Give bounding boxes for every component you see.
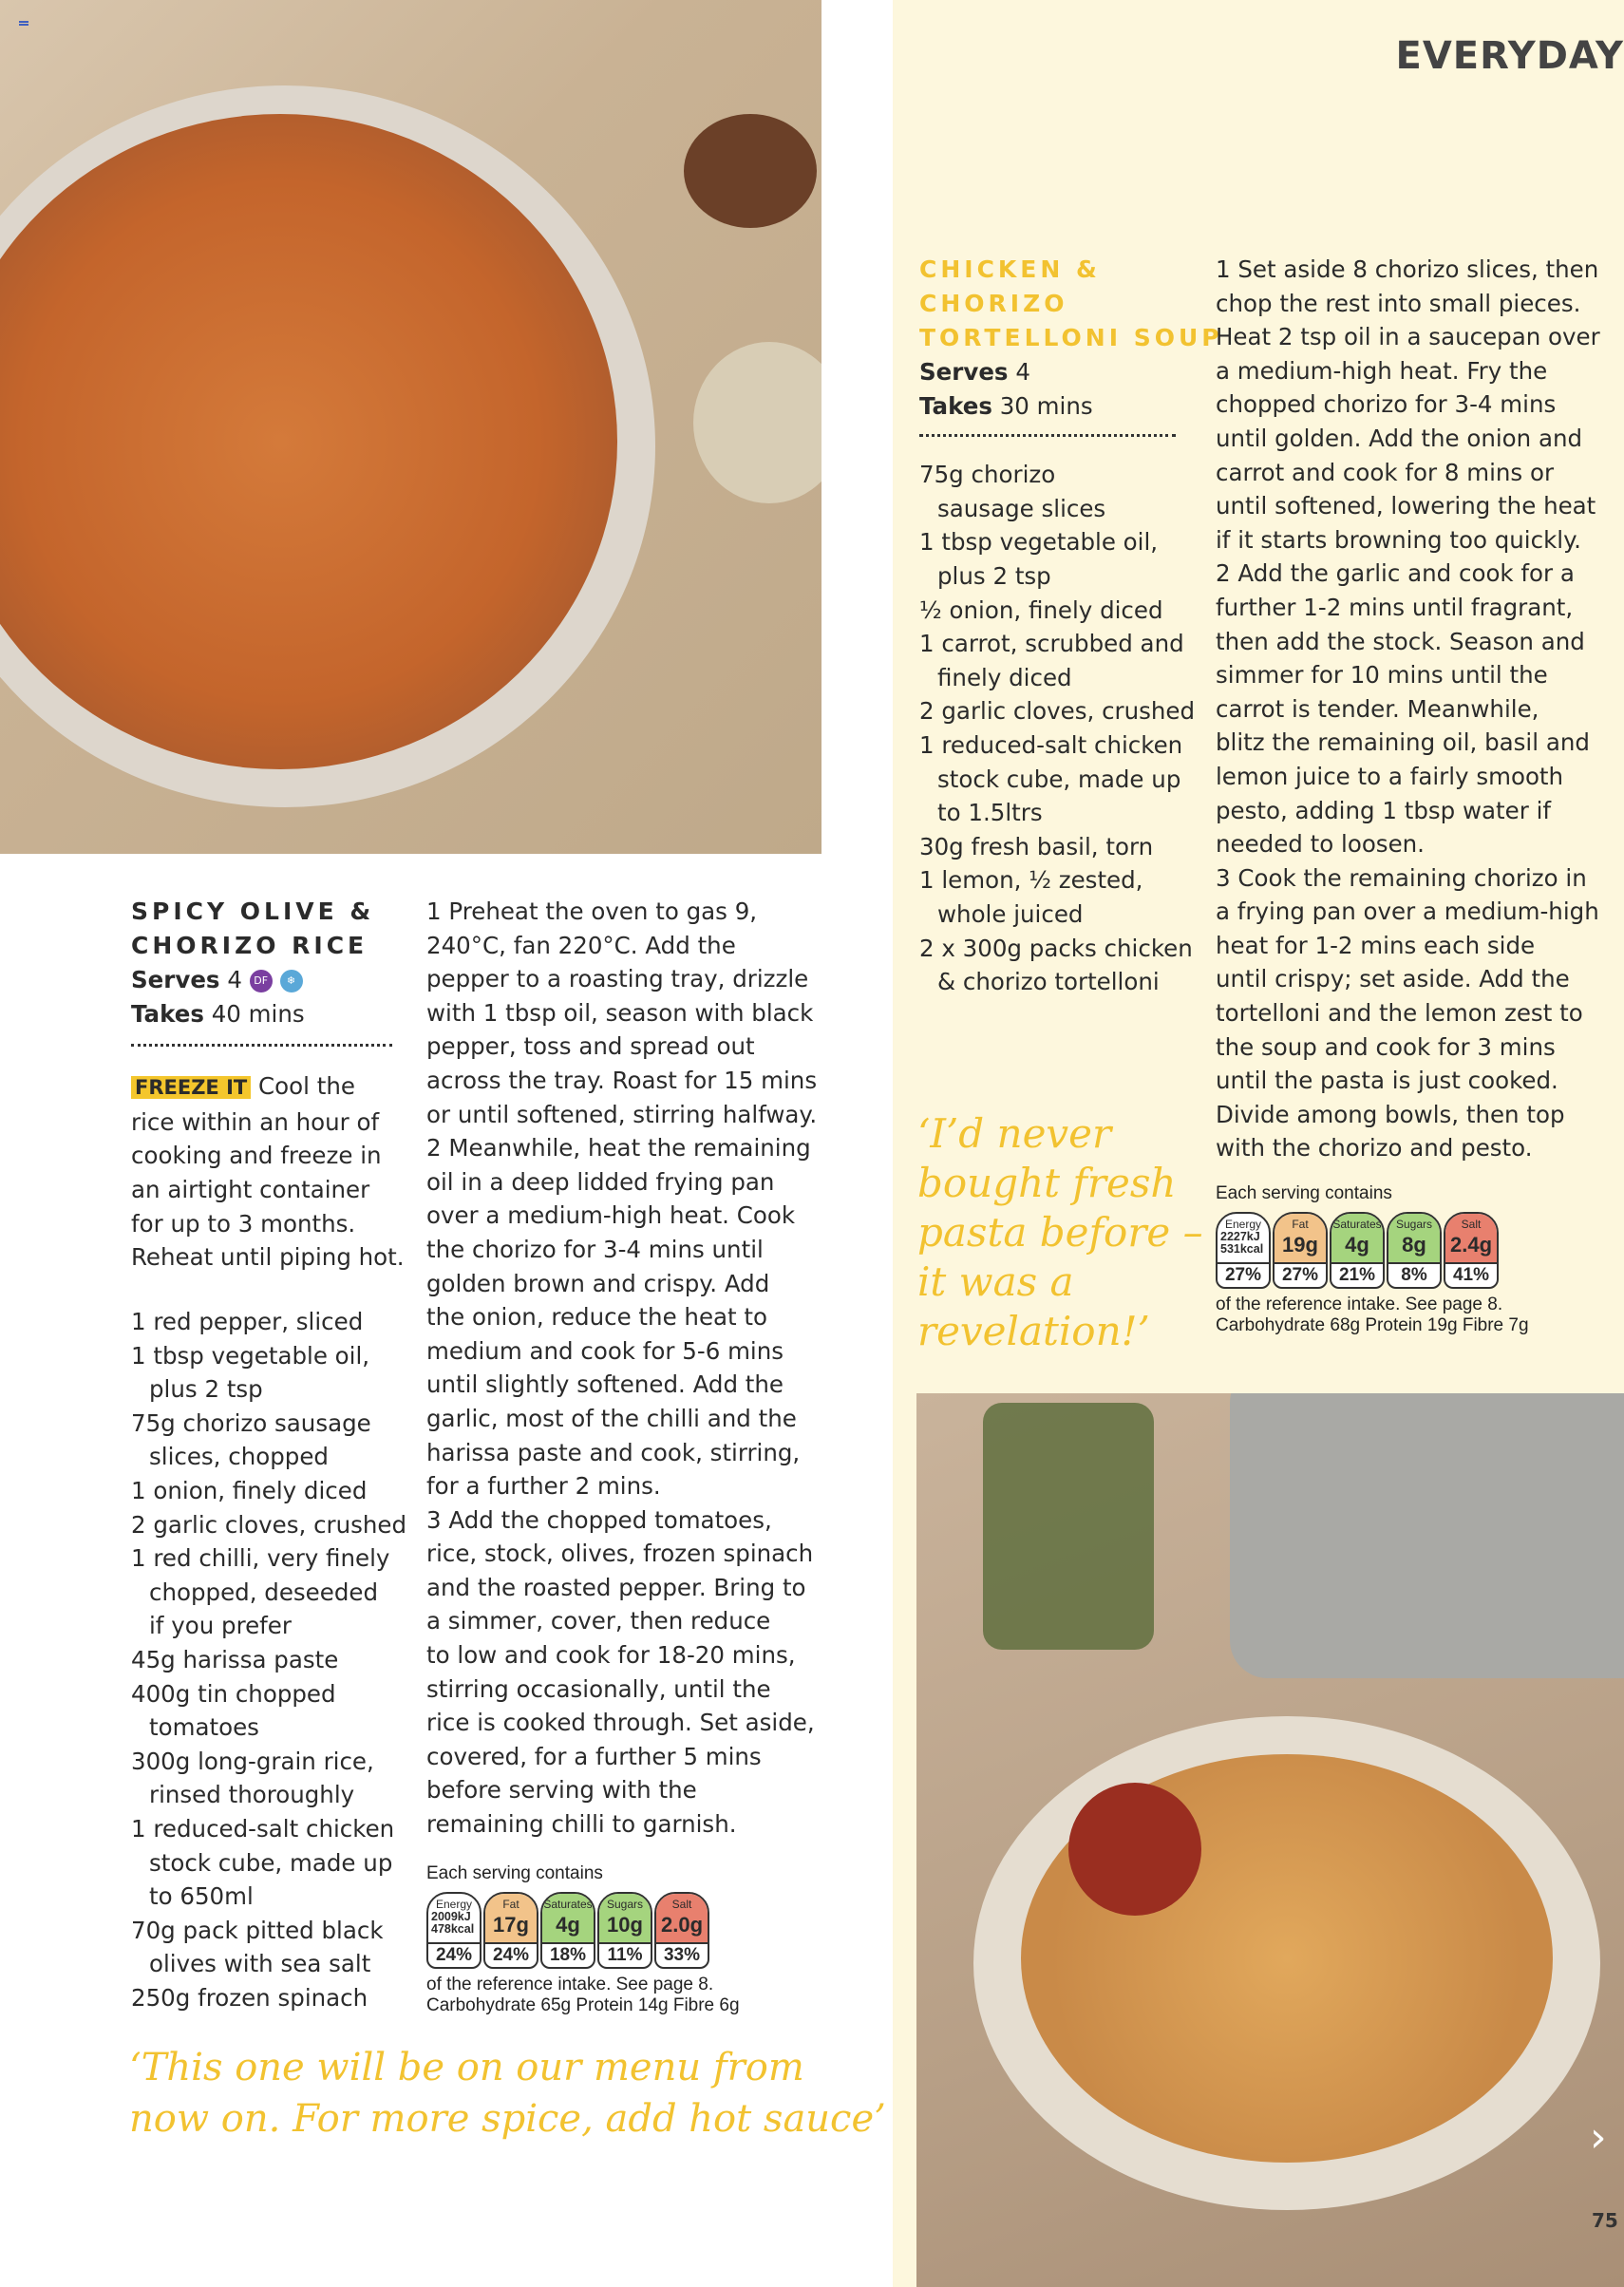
text-line: Reheat until piping hot. [131, 1243, 405, 1272]
recipe2-ingredients [919, 458, 1196, 999]
text-line: garlic, most of the chilli and the [426, 1404, 797, 1432]
text-line: revelation!’ [917, 1308, 1150, 1354]
next-page-arrow-icon[interactable]: › [1590, 2113, 1607, 2162]
ingredient-line: 1 carrot, scrubbed and [919, 630, 1184, 658]
nutrient-label: Sugars [606, 1898, 644, 1911]
ingredient-line: slices, chopped [149, 1443, 329, 1471]
text-line: Divide among bowls, then top [1216, 1100, 1565, 1128]
nutrient-label: Salt [671, 1898, 692, 1911]
text-line: stirring occasionally, until the [426, 1674, 771, 1703]
takes-label: Takes [919, 391, 992, 420]
energy-kj: 2009kJ [431, 1910, 471, 1923]
text-line: for up to 3 months. [131, 1209, 356, 1238]
ingredient-line: tomatoes [149, 1713, 259, 1742]
text-line: a medium-high heat. Fry the [1216, 356, 1548, 385]
text-line: 240°C, fan 220°C. Add the [426, 931, 736, 959]
freeze-tip-text [131, 1106, 405, 1275]
ingredient-line: rinsed thoroughly [149, 1781, 355, 1809]
text-line: pepper, toss and spread out [426, 1032, 755, 1061]
text-line: ‘This one will be on our menu from [129, 2046, 804, 2089]
text-line: TORTELLONI SOUP [919, 324, 1223, 351]
nutrient-value: 10g [607, 1913, 643, 1937]
ingredient-item [131, 1305, 406, 1339]
nutrition-footer: of the reference intake. See page 8. [1216, 1295, 1503, 1314]
text-line: cooking and freeze in [131, 1142, 382, 1170]
ingredient-line: sausage slices [937, 494, 1106, 522]
ingredient-item [919, 728, 1183, 830]
recipe1-method [426, 895, 817, 1842]
nutrition-label [1216, 1212, 1529, 1289]
ingredient-item [919, 594, 1176, 628]
text-line: 2 Add the garlic and cook for a [1216, 559, 1575, 588]
nutrient-percent: 24% [492, 1945, 530, 1965]
nutrition-energy [426, 1892, 482, 1969]
freeze-tip [131, 1069, 392, 1106]
ingredient-line: 1 reduced-salt chicken [919, 730, 1183, 759]
text-line: needed to loosen. [1216, 830, 1425, 859]
ingredient-item [131, 1474, 406, 1508]
takes-value: 30 mins [999, 391, 1093, 420]
text-line: the chorizo for 3-4 mins until [426, 1235, 764, 1263]
text-line: oil in a deep lidded frying pan [426, 1167, 775, 1196]
recipe1-takes [131, 997, 392, 1031]
ingredient-line: 1 reduced-salt chicken [131, 1814, 395, 1843]
serves-value: 4 [227, 966, 242, 993]
text-line: rice, stock, olives, frozen spinach [426, 1540, 814, 1568]
ingredient-line: if you prefer [149, 1612, 292, 1640]
nutrient-percent: 41% [1452, 1265, 1490, 1285]
text-line: SPICY OLIVE & [131, 898, 375, 925]
nutrient-label: Salt [1461, 1218, 1482, 1231]
ingredient-line: stock cube, made up [149, 1848, 393, 1877]
ingredient-item [131, 1745, 406, 1812]
text-line: now on. For more spice, add hot sauce’ [129, 2097, 886, 2141]
ingredient-item [131, 1914, 406, 1981]
nutrition-sugars [1387, 1212, 1442, 1289]
nutrient-value: 2.4g [1449, 1233, 1493, 1257]
nutrient-value: 17g [493, 1913, 529, 1937]
serves-label: Serves [131, 966, 220, 993]
text-line: until golden. Add the onion and [1216, 424, 1583, 452]
text-line: Heat 2 tsp oil in a saucepan over [1216, 323, 1600, 351]
freezable-icon: ❄ [280, 970, 303, 992]
text-line: if it starts browning too quickly. [1216, 525, 1581, 554]
text-line: simmer for 10 mins until the [1216, 661, 1548, 690]
text-line: until crispy; set aside. Add the [1216, 965, 1570, 993]
ingredient-item [131, 1677, 406, 1745]
nutrient-label: Sugars [1395, 1218, 1433, 1231]
nutrition-macros: Carbohydrate 65g Protein 14g Fibre 6g [426, 1995, 740, 2015]
text-line: it was a [917, 1258, 1074, 1305]
text-line: 2 Meanwhile, heat the remaining [426, 1134, 811, 1162]
ingredient-item [919, 694, 1196, 728]
ingredient-item [131, 1981, 406, 2015]
nutrition-fat [1273, 1212, 1328, 1289]
text-line: pasta before – [917, 1209, 1203, 1256]
rice-pan-photo [0, 0, 821, 854]
ingredient-line: olives with sea salt [149, 1950, 371, 1978]
ingredient-line: 1 tbsp vegetable oil, [131, 1341, 370, 1370]
ingredient-line: 75g chorizo [919, 461, 1056, 489]
nutrient-percent: 8% [1401, 1265, 1427, 1285]
text-line: until the pasta is just cooked. [1216, 1067, 1558, 1095]
nutrition-fat [483, 1892, 538, 1969]
nutrient-label: Energy [435, 1898, 473, 1911]
text-line: pesto, adding 1 tbsp water if [1216, 796, 1552, 824]
nutrition-saturates [1330, 1212, 1385, 1289]
ingredient-line: 250g frozen spinach [131, 1983, 368, 2012]
text-line: rice within an hour of [131, 1107, 380, 1136]
ingredient-line: 1 onion, finely diced [131, 1476, 368, 1504]
energy-kj: 2227kJ [1220, 1230, 1260, 1243]
text-line: CHORIZO [919, 290, 1068, 317]
ingredient-line: stock cube, made up [937, 765, 1181, 793]
text-line: to low and cook for 18-20 mins, [426, 1641, 796, 1670]
nutrient-label: Fat [1292, 1218, 1309, 1231]
nutrition-caption: Each serving contains [426, 1863, 603, 1883]
ingredient-line: chopped, deseeded [149, 1578, 379, 1606]
ingredient-line: 1 tbsp vegetable oil, [919, 528, 1159, 557]
nutrition-caption: Each serving contains [1216, 1183, 1392, 1203]
text-line: 3 Add the chopped tomatoes, [426, 1505, 772, 1534]
text-line: a simmer, cover, then reduce [426, 1607, 771, 1635]
page-number: 75 [1592, 2209, 1618, 2232]
ingredient-item [131, 1812, 406, 1914]
nutrient-value: 4g [1345, 1233, 1369, 1257]
nutrient-percent: 33% [663, 1945, 701, 1965]
text-line: with 1 tbsp oil, season with black [426, 998, 814, 1027]
text-line: bought fresh [917, 1160, 1177, 1206]
nutrient-label: Saturates [1332, 1218, 1382, 1231]
text-line: 3 Cook the remaining chorizo in [1216, 863, 1587, 892]
ingredient-line: 2 x 300g packs chicken [919, 934, 1193, 962]
nutrient-percent: 27% [1281, 1265, 1319, 1285]
ingredient-item [131, 1407, 406, 1474]
ingredient-line: to 1.5ltrs [937, 799, 1043, 827]
text-line: then add the stock. Season and [1216, 627, 1585, 655]
text-line: chopped chorizo for 3-4 mins [1216, 390, 1557, 419]
ingredient-line: finely diced [937, 663, 1072, 691]
recipe2-serves [919, 355, 1176, 389]
ingredient-item [919, 627, 1184, 694]
recipe1-quote [129, 2042, 886, 2145]
text-line: for a further 2 mins. [426, 1472, 661, 1501]
ingredient-item [131, 1339, 406, 1407]
text-line: the onion, reduce the heat to [426, 1303, 768, 1332]
recipe2-method [1216, 253, 1600, 1165]
text-line: golden brown and crispy. Add [426, 1269, 770, 1297]
ingredient-line: whole juiced [937, 899, 1084, 928]
text-line: and the roasted pepper. Bring to [426, 1573, 806, 1601]
ingredient-line: ½ onion, finely diced [919, 595, 1163, 624]
ingredient-item [919, 863, 1176, 931]
text-line: carrot and cook for 8 mins or [1216, 458, 1555, 486]
serves-label: Serves [919, 358, 1009, 386]
serves-value: 4 [1015, 358, 1030, 386]
text-line: an airtight container [131, 1175, 370, 1203]
ingredient-line: 75g chorizo sausage [131, 1408, 371, 1437]
ingredient-line: 2 garlic cloves, crushed [919, 697, 1196, 726]
nutrition-salt [654, 1892, 709, 1969]
recipe1-header [131, 895, 405, 1275]
dairy-free-icon: DF [250, 970, 273, 992]
ingredient-line: to 650ml [149, 1882, 254, 1911]
text-line: remaining chilli to garnish. [426, 1810, 737, 1839]
ingredient-item [131, 1643, 406, 1677]
text-line: CHICKEN & [919, 255, 1101, 283]
recipe1-ingredients [131, 1305, 406, 2014]
text-line: before serving with the [426, 1776, 697, 1805]
text-line: chop the rest into small pieces. [1216, 289, 1581, 317]
text-line: or until softened, stirring halfway. [426, 1100, 818, 1128]
text-line: across the tray. Roast for 15 mins [426, 1066, 818, 1094]
nutrient-percent: 27% [1224, 1265, 1262, 1285]
ingredient-line: plus 2 tsp [149, 1375, 263, 1404]
text-line: tortelloni and the lemon zest to [1216, 999, 1583, 1028]
text-line: 1 Preheat the oven to gas 9, [426, 898, 758, 925]
ingredient-line: 1 red pepper, sliced [131, 1308, 364, 1335]
text-line: over a medium-high heat. Cook [426, 1201, 796, 1230]
ingredient-item [131, 1508, 406, 1542]
ingredient-item [131, 1541, 406, 1643]
nutrient-value: 8g [1402, 1233, 1426, 1257]
text-line: until softened, lowering the heat [1216, 492, 1596, 520]
ingredient-line: 400g tin chopped [131, 1679, 336, 1708]
nutrient-value: 2.0g [660, 1913, 704, 1937]
ingredient-line: 70g pack pitted black [131, 1916, 384, 1944]
takes-label: Takes [131, 999, 204, 1028]
text-line: ‘I’d never [917, 1110, 1112, 1157]
text-line: 1 Set aside 8 chorizo slices, then [1216, 255, 1599, 283]
text-line: lemon juice to a fairly smooth [1216, 762, 1564, 790]
nutrient-percent: 11% [607, 1945, 643, 1965]
ingredient-item [919, 932, 1193, 999]
recipe1-serves [131, 963, 392, 997]
divider [131, 1044, 392, 1047]
text-line: the soup and cook for 3 mins [1216, 1032, 1556, 1061]
recipe2-header [919, 253, 1223, 999]
recipe2-takes [919, 389, 1176, 424]
nutrient-value: 19g [1282, 1233, 1318, 1257]
recipe1-title [131, 895, 392, 963]
text-line: medium and cook for 5-6 mins [426, 1336, 784, 1365]
ingredient-item [919, 525, 1176, 593]
nutrient-label: Fat [502, 1898, 519, 1911]
menu-icon[interactable] [19, 21, 28, 26]
nutrition-energy [1216, 1212, 1271, 1289]
text-line: covered, for a further 5 mins [426, 1742, 762, 1770]
recipe2-title [919, 253, 1223, 355]
energy-kcal: 478kcal [431, 1922, 475, 1936]
nutrient-value: 4g [556, 1913, 580, 1937]
takes-value: 40 mins [211, 999, 305, 1028]
energy-kcal: 531kcal [1220, 1242, 1264, 1256]
recipe1-nutrition [426, 1863, 740, 2016]
nutrition-saturates [540, 1892, 595, 1969]
text-line: until slightly softened. Add the [426, 1370, 784, 1399]
nutrition-label [426, 1892, 740, 1969]
text-line: heat for 1-2 mins each side [1216, 931, 1536, 959]
text-line: blitz the remaining oil, basil and [1216, 728, 1590, 757]
text-line: a frying pan over a medium-high [1216, 898, 1599, 926]
ingredient-line: 1 red chilli, very finely [131, 1544, 390, 1573]
recipe2-nutrition [1216, 1183, 1529, 1336]
nutrient-percent: 24% [435, 1945, 473, 1965]
ingredient-line: 30g fresh basil, torn [919, 832, 1154, 860]
section-title: EVERYDAY [1395, 34, 1624, 78]
nutrition-sugars [597, 1892, 652, 1969]
text-line: harissa paste and cook, stirring, [426, 1438, 801, 1466]
ingredient-item [919, 458, 1176, 525]
ingredient-line: plus 2 tsp [937, 561, 1051, 590]
nutrition-salt [1444, 1212, 1499, 1289]
nutrient-percent: 21% [1338, 1265, 1376, 1285]
divider [919, 434, 1176, 437]
freeze-text: Cool the [258, 1072, 355, 1101]
ingredient-line: & chorizo tortelloni [937, 968, 1160, 996]
nutrient-label: Saturates [543, 1898, 593, 1911]
freeze-it-badge: FREEZE IT [131, 1076, 251, 1099]
soup-bowl-photo [916, 1393, 1624, 2287]
text-line: rice is cooked through. Set aside, [426, 1709, 815, 1737]
text-line: pepper to a roasting tray, drizzle [426, 965, 809, 993]
nutrition-macros: Carbohydrate 68g Protein 19g Fibre 7g [1216, 1315, 1529, 1335]
text-line: further 1-2 mins until fragrant, [1216, 593, 1574, 621]
ingredient-line: 45g harissa paste [131, 1645, 339, 1673]
nutrient-percent: 18% [549, 1945, 587, 1965]
nutrient-label: Energy [1224, 1218, 1262, 1231]
text-line: with the chorizo and pesto. [1216, 1134, 1533, 1162]
nutrition-footer: of the reference intake. See page 8. [426, 1975, 714, 1994]
ingredient-line: 1 lemon, ½ zested, [919, 866, 1143, 895]
ingredient-line: 2 garlic cloves, crushed [131, 1510, 407, 1539]
ingredient-line: 300g long-grain rice, [131, 1747, 374, 1775]
recipe2-quote [917, 1109, 1203, 1356]
text-line: carrot is tender. Meanwhile, [1216, 694, 1539, 723]
ingredient-item [919, 830, 1176, 864]
text-line: CHORIZO RICE [131, 932, 368, 959]
